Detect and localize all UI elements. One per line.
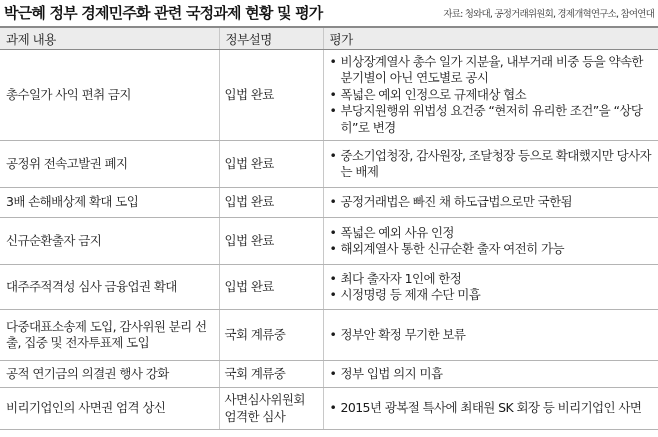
source-credit: 자료: 청와대, 공정거래위원회, 경제개혁연구소, 참여연대	[443, 9, 654, 20]
status-cell: 입법 완료	[219, 265, 323, 310]
evaluation-list	[330, 54, 655, 137]
status-cell: 입법 완료	[219, 141, 323, 188]
evaluation-cell	[323, 310, 658, 361]
status-cell: 국회 계류중	[219, 310, 323, 361]
task-cell: 대주주적격성 심사 금융업권 확대	[0, 265, 219, 310]
table-header	[0, 27, 658, 50]
evaluation-cell	[323, 361, 658, 388]
evaluation-item: • 2015년 광복절 특사에 최태원 SK 회장 등 비리기업인 사면	[330, 400, 655, 417]
table-row	[0, 310, 658, 361]
status-cell: 사면심사위원회 엄격한 심사	[219, 388, 323, 430]
evaluation-list	[330, 225, 655, 258]
column-header-status: 정부설명	[219, 27, 323, 50]
evaluation-cell	[323, 388, 658, 430]
evaluation-cell	[323, 188, 658, 218]
task-cell: 다중대표소송제 도입, 감사위원 분리 선출, 집중 및 전자투표제 도입	[0, 310, 219, 361]
evaluation-cell	[323, 265, 658, 310]
task-cell: 총수일가 사익 편취 금지	[0, 50, 219, 141]
status-cell: 입법 완료	[219, 188, 323, 218]
table-row	[0, 50, 658, 141]
evaluation-cell	[323, 218, 658, 265]
column-header-evaluation: 평가	[323, 27, 658, 50]
evaluation-item: • 폭넓은 예외 사유 인정	[330, 225, 655, 242]
task-cell: 공적 연기금의 의결권 행사 강화	[0, 361, 219, 388]
evaluation-cell	[323, 141, 658, 188]
evaluation-list	[330, 271, 655, 304]
evaluation-item: • 폭넓은 예외 인정으로 규제대상 협소	[330, 87, 655, 104]
evaluation-list	[330, 366, 655, 383]
task-cell: 신규순환출자 금지	[0, 218, 219, 265]
evaluation-item: • 정부 입법 의지 미흡	[330, 366, 655, 383]
table-header-row	[0, 27, 658, 50]
status-cell: 입법 완료	[219, 218, 323, 265]
evaluation-item: • 해외계열사 통한 신규순환 출자 여전히 가능	[330, 241, 655, 258]
evaluation-item: • 시정명령 등 제재 수단 미흡	[330, 287, 655, 304]
table-body	[0, 50, 658, 430]
evaluation-item: • 공정거래법은 빠진 채 하도급법으로만 국한됨	[330, 194, 655, 211]
evaluation-list	[330, 327, 655, 344]
evaluation-item: • 비상장계열사 총수 일가 지분율, 내부거래 비중 등을 약속한 분기별이 아닌 연도별로 공시	[330, 54, 655, 87]
evaluation-list	[330, 194, 655, 211]
evaluation-item: • 최다 출자자 1인에 한정	[330, 271, 655, 288]
evaluation-cell	[323, 50, 658, 141]
task-cell: 3배 손해배상제 확대 도입	[0, 188, 219, 218]
task-cell: 공정위 전속고발권 폐지	[0, 141, 219, 188]
evaluation-list	[330, 400, 655, 417]
column-header-task: 과제 내용	[0, 27, 219, 50]
task-cell: 비리기업인의 사면권 엄격 상신	[0, 388, 219, 430]
evaluation-item: • 중소기업청장, 감사원장, 조달청장 등으로 확대했지만 당사자는 배제	[330, 148, 655, 181]
policy-table	[0, 26, 658, 430]
status-cell: 국회 계류중	[219, 361, 323, 388]
page-title: 박근혜 정부 경제민주화 관련 국정과제 현황 및 평가	[4, 4, 323, 22]
table-row	[0, 188, 658, 218]
header	[4, 0, 654, 26]
evaluation-item: • 정부안 확정 무기한 보류	[330, 327, 655, 344]
evaluation-item: • 부당지원행위 위법성 요건중 “현저히 유리한 조건”을 “상당히”로 변경	[330, 103, 655, 136]
table-row	[0, 141, 658, 188]
table-row	[0, 388, 658, 430]
status-cell: 입법 완료	[219, 50, 323, 141]
table-row	[0, 218, 658, 265]
table-row	[0, 265, 658, 310]
table-row	[0, 361, 658, 388]
evaluation-list	[330, 148, 655, 181]
